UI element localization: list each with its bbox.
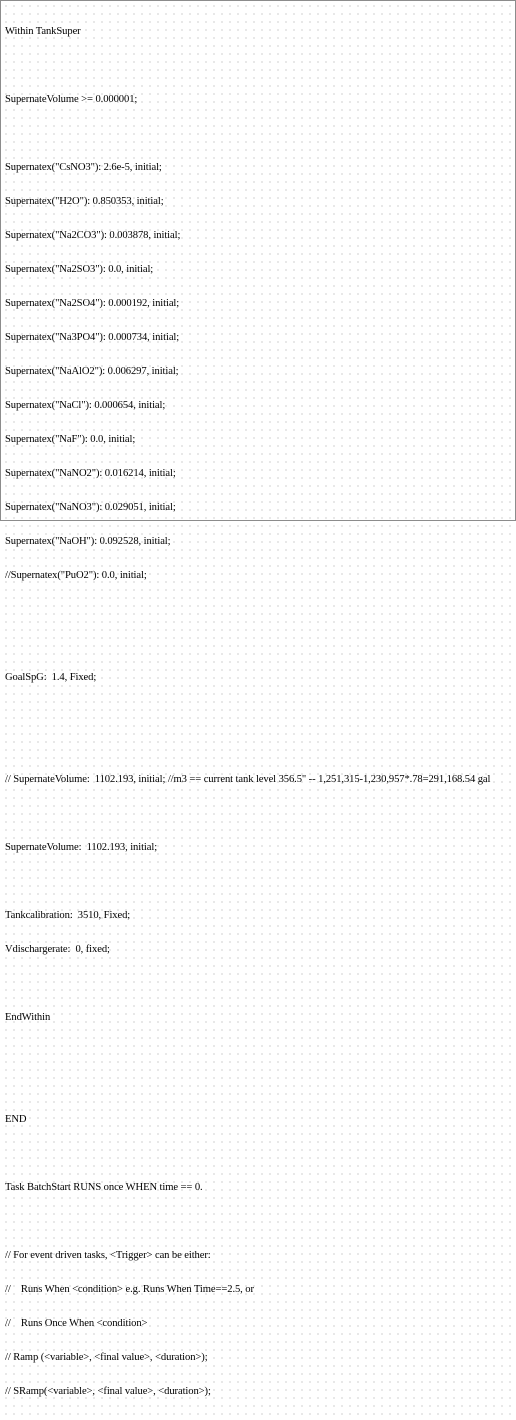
code-line-within-header: Within TankSuper — [5, 26, 81, 37]
code-line-blank — [5, 1080, 490, 1092]
code-line-supernatex-nano3: Supernatex("NaNO3"): 0.029051, initial; — [5, 502, 176, 513]
code-line-supernatex-puo2-comment: //Supernatex("PuO2"): 0.0, initial; — [5, 570, 147, 581]
code-line-blank — [5, 1046, 490, 1058]
code-line-supernate-volume: SupernateVolume: 1102.193, initial; — [5, 842, 158, 853]
code-line-blank — [5, 808, 490, 820]
code-line-comment-runs-when: // Runs When <condition> e.g. Runs When Time==2.5, or — [5, 1284, 254, 1295]
code-line-supernate-volume-constraint: SupernateVolume >= 0.000001; — [5, 94, 138, 105]
code-line-blank — [5, 740, 490, 752]
code-line-supernatex-na2so4: Supernatex("Na2SO4"): 0.000192, initial; — [5, 298, 180, 309]
code-line-comment-event-tasks: // For event driven tasks, <Trigger> can be either: — [5, 1250, 211, 1261]
code-line-supernatex-h2o: Supernatex("H2O"): 0.850353, initial; — [5, 196, 164, 207]
code-line-blank — [5, 706, 490, 718]
code-line-comment-sramp: // SRamp(<variable>, <final value>, <duration>); — [5, 1386, 211, 1397]
code-line-supernatex-csno3: Supernatex("CsNO3"): 2.6e-5, initial; — [5, 162, 162, 173]
code-line-endwithin: EndWithin — [5, 1012, 51, 1023]
code-line-goalspg: GoalSpG: 1.4, Fixed; — [5, 672, 97, 683]
code-line-supernatex-na3po4: Supernatex("Na3PO4"): 0.000734, initial; — [5, 332, 180, 343]
code-line-supernatex-na2co3: Supernatex("Na2CO3"): 0.003878, initial; — [5, 230, 181, 241]
code-text-area[interactable] — [5, 4, 490, 1420]
code-line-supernatex-naoh: Supernatex("NaOH"): 0.092528, initial; — [5, 536, 171, 547]
code-line-supernatex-naf: Supernatex("NaF"): 0.0, initial; — [5, 434, 136, 445]
code-line-supernatex-na2so3: Supernatex("Na2SO3"): 0.0, initial; — [5, 264, 154, 275]
code-line-task-batchstart: Task BatchStart RUNS once WHEN time == 0. — [5, 1182, 203, 1193]
code-line-tankcalibration: Tankcalibration: 3510, Fixed; — [5, 910, 131, 921]
code-line-blank — [5, 60, 490, 72]
code-line-supernate-volume-comment: // SupernateVolume: 1102.193, initial; //m3 == current tank level 356.5" -- 1,251,315-1,230,957*.78=291,168.54 gal — [5, 774, 491, 785]
code-line-supernatex-nacl: Supernatex("NaCl"): 0.000654, initial; — [5, 400, 166, 411]
code-line-blank — [5, 1216, 490, 1228]
code-line-comment-ramp: // Ramp (<variable>, <final value>, <duration>); — [5, 1352, 208, 1363]
code-line-blank — [5, 128, 490, 140]
code-line-blank — [5, 876, 490, 888]
code-line-end: END — [5, 1114, 27, 1125]
code-line-blank — [5, 978, 490, 990]
code-line-comment-runs-once: // Runs Once When <condition> — [5, 1318, 148, 1329]
code-line-supernatex-nano2: Supernatex("NaNO2"): 0.016214, initial; — [5, 468, 176, 479]
code-line-blank — [5, 638, 490, 650]
code-line-blank — [5, 604, 490, 616]
code-line-supernatex-naalo2: Supernatex("NaAlO2"): 0.006297, initial; — [5, 366, 179, 377]
code-line-vdischargerate: Vdischargerate: 0, fixed; — [5, 944, 110, 955]
code-line-blank — [5, 1148, 490, 1160]
